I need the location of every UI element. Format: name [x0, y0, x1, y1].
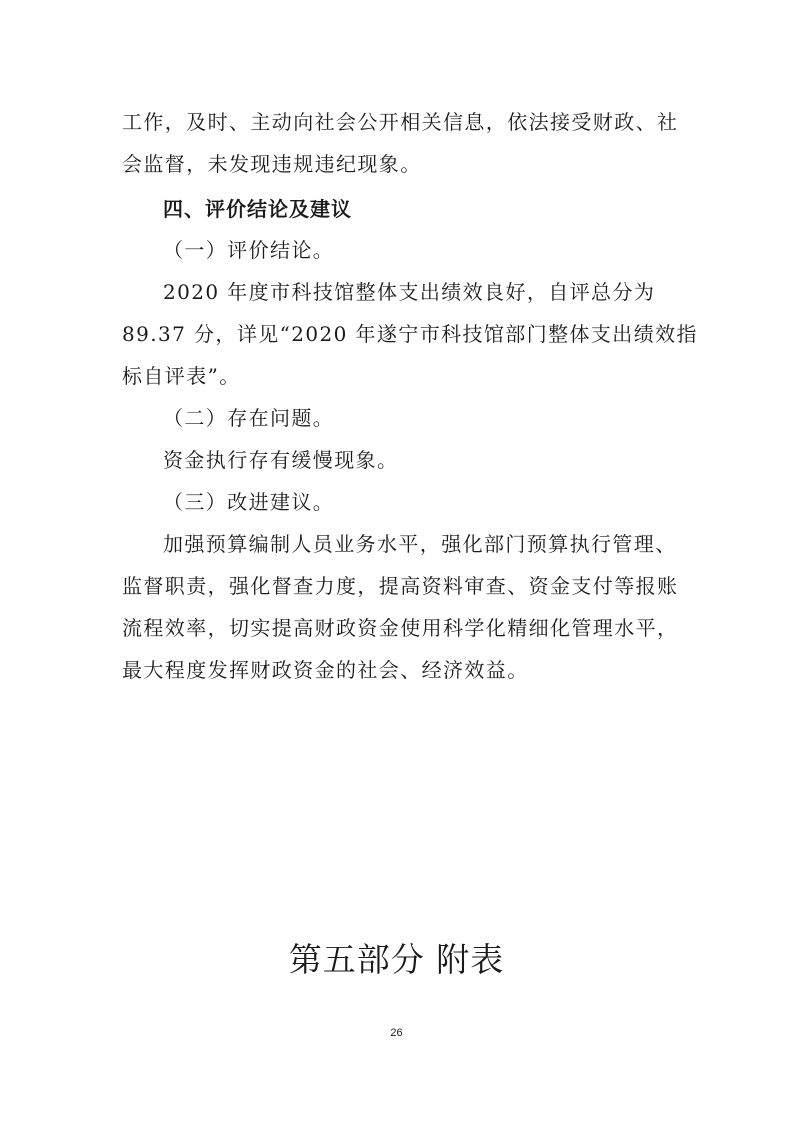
page-number: 26 — [390, 1027, 403, 1039]
paragraph-line: 资金执行存有缓慢现象。 — [163, 448, 399, 472]
paragraph-line: 流程效率，切实提高财政资金使用科学化精细化管理水平， — [122, 616, 679, 640]
subsection-heading: （三）改进建议。 — [163, 490, 335, 514]
paragraph-line: 会监督，未发现违规违纪现象。 — [122, 152, 422, 176]
part-title: 第五部分 附表 — [288, 940, 505, 979]
subsection-heading: （二）存在问题。 — [163, 406, 335, 430]
paragraph-line: 89.37 分，详见“2020 年遂宁市科技馆部门整体支出绩效指 — [122, 322, 698, 346]
paragraph-line: 标自评表”。 — [122, 364, 241, 388]
paragraph-line: 监督职责，强化督查力度，提高资料审查、资金支付等报账 — [122, 574, 679, 598]
section-heading: 四、评价结论及建议 — [163, 197, 352, 221]
paragraph-line: 最大程度发挥财政资金的社会、经济效益。 — [122, 658, 529, 682]
paragraph-line: 2020 年度市科技馆整体支出绩效良好，自评总分为 — [163, 280, 656, 304]
subsection-heading: （一）评价结论。 — [163, 238, 335, 262]
paragraph-line: 加强预算编制人员业务水平，强化部门预算执行管理、 — [163, 532, 677, 556]
paragraph-line: 工作，及时、主动向社会公开相关信息，依法接受财政、社 — [122, 110, 679, 134]
